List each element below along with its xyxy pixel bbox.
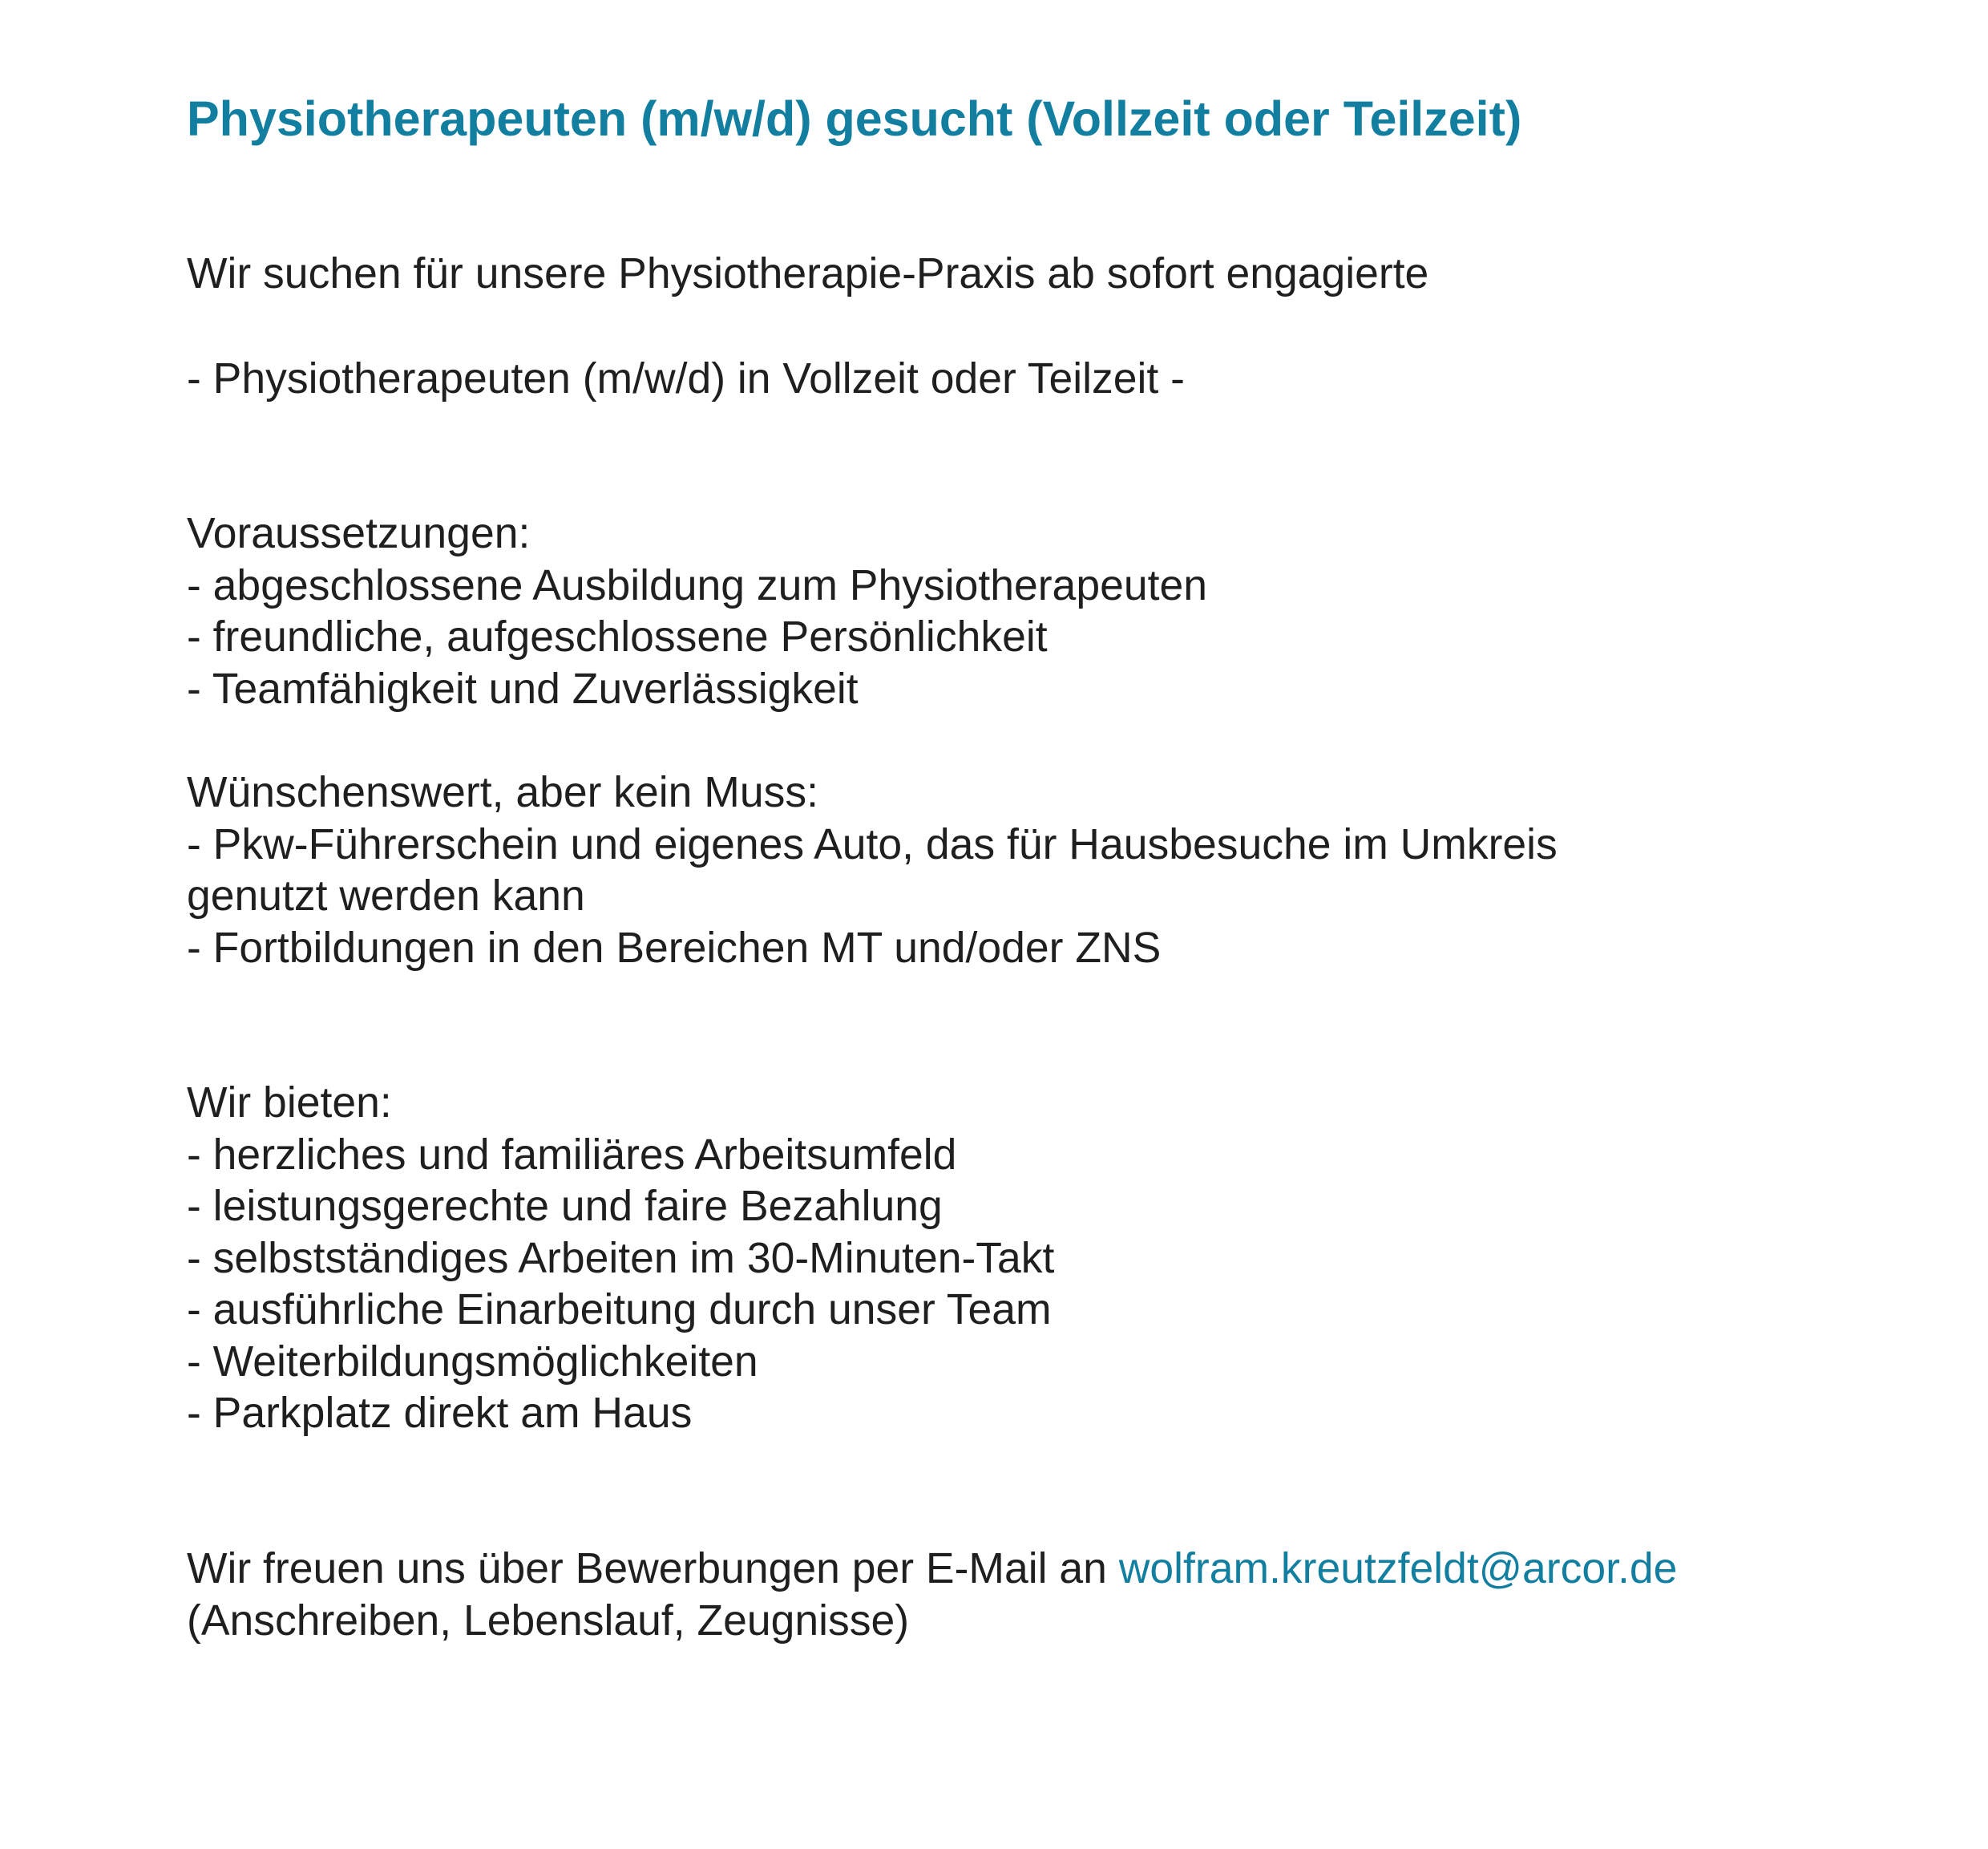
nice-to-have-item: - Fortbildungen in den Bereichen MT und/oder ZNS: [187, 924, 1162, 972]
nice-to-have-section: [187, 767, 1558, 974]
position-line: - Physiotherapeuten (m/w/d) in Vollzeit oder Teilzeit -: [187, 355, 1185, 403]
contact-documents: (Anschreiben, Lebenslauf, Zeugnisse): [187, 1596, 910, 1645]
requirements-heading: Voraussetzungen:: [187, 510, 531, 557]
intro-section: [187, 249, 1428, 301]
offer-item: - herzliches und familiäres Arbeitsumfeld: [187, 1131, 957, 1179]
contact-line: [187, 1544, 1677, 1596]
contact-section: [187, 1544, 1677, 1647]
offer-item: - ausführliche Einarbeitung durch unser Team: [187, 1286, 1052, 1333]
requirement-item: - freundliche, aufgeschlossene Persönlichkeit: [187, 613, 1048, 661]
offer-item: - selbstständiges Arbeiten im 30-Minuten-Takt: [187, 1234, 1055, 1282]
contact-text: Wir freuen uns über Bewerbungen per E-Mail an: [187, 1545, 1119, 1592]
email-link[interactable]: wolfram.kreutzfeldt@arcor.de: [1118, 1545, 1678, 1592]
nice-to-have-heading: Wünschenswert, aber kein Muss:: [187, 769, 818, 816]
offers-section: [187, 1078, 1054, 1440]
position-line-section: [187, 354, 1185, 406]
intro-text: Wir suchen für unsere Physiotherapie-Praxis ab sofort engagierte: [187, 250, 1429, 297]
offer-item: - Weiterbildungsmöglichkeiten: [187, 1337, 758, 1386]
offer-item: - Parkplatz direkt am Haus: [187, 1390, 693, 1437]
page-title: Physiotherapeuten (m/w/d) gesucht (Vollzeit oder Teilzeit): [187, 91, 1522, 146]
requirements-section: [187, 508, 1207, 715]
requirement-item: - abgeschlossene Ausbildung zum Physiotherapeuten: [187, 561, 1207, 609]
nice-to-have-item: - Pkw-Führerschein und eigenes Auto, das für Hausbesuche im Umkreis: [187, 820, 1558, 868]
nice-to-have-item: genutzt werden kann: [187, 872, 585, 920]
offers-heading: Wir bieten:: [187, 1079, 392, 1127]
requirement-item: - Teamfähigkeit und Zuverlässigkeit: [187, 665, 859, 713]
offer-item: - leistungsgerechte und faire Bezahlung: [187, 1183, 943, 1230]
